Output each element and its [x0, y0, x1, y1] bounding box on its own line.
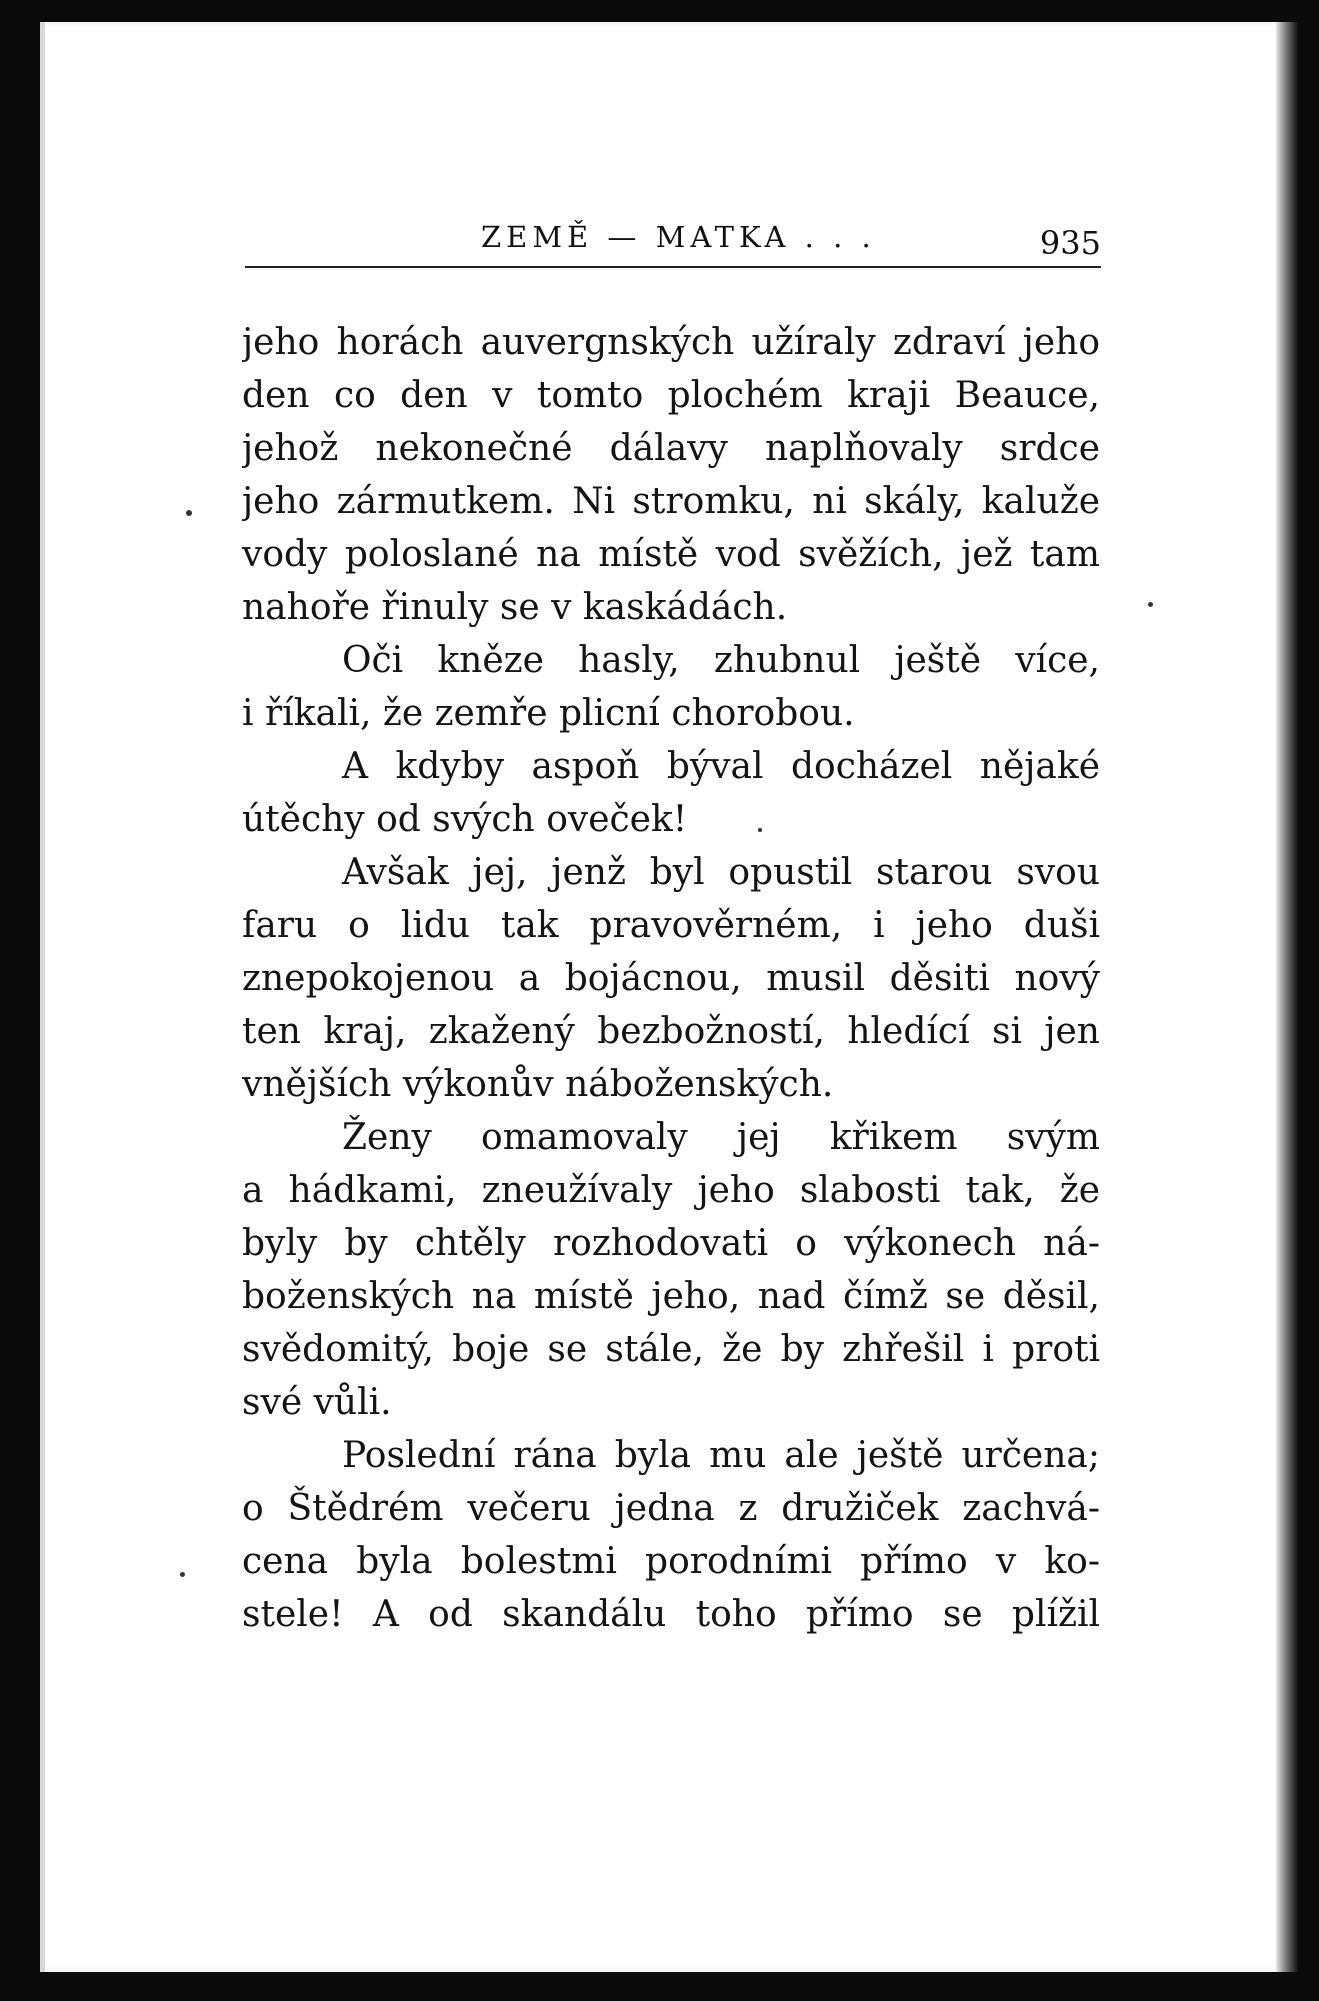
text-line: stele! A od skandálu toho přímo se plížil: [242, 1594, 1100, 1635]
running-head: [245, 218, 1101, 270]
text-line: cena byla bolestmi porodními přímo v ko-: [242, 1541, 1100, 1582]
text-line: své vůli.: [242, 1382, 392, 1423]
text-line: útěchy od svých oveček!: [242, 799, 688, 840]
running-title: ZEMĚ — MATKA . . .: [481, 220, 876, 254]
header-rule: [245, 266, 1101, 268]
text-line: svědomitý, boje se stále, že by zhřešil i proti: [242, 1329, 1100, 1370]
text-line: Oči kněze hasly, zhubnul ještě více,: [342, 640, 1100, 681]
text-line: Avšak jej, jenž byl opustil starou svou: [342, 852, 1100, 893]
text-line: nahoře řinuly se v kaskádách.: [242, 587, 788, 628]
scan-edge-right: [1276, 22, 1298, 1972]
text-line: Poslední rána byla mu ale ještě určena;: [342, 1435, 1100, 1476]
text-line: a hádkami, zneužívaly jeho slabosti tak, že: [242, 1170, 1100, 1211]
text-line: byly by chtěly rozhodovati o výkonech ná-: [242, 1223, 1100, 1264]
text-line: i říkali, že zemře plicní chorobou.: [242, 693, 855, 734]
text-line: den co den v tomto plochém kraji Beauce,: [242, 375, 1100, 416]
text-line: jeho horách auvergnských užíraly zdraví jeho: [242, 322, 1100, 363]
text-line: A kdyby aspoň býval docházel nějaké: [342, 746, 1100, 787]
scan-speck: [186, 510, 192, 516]
body-text: [242, 316, 1100, 1641]
scan-edge-left: [40, 22, 45, 1972]
text-line: boženských na místě jeho, nad čímž se děsil,: [242, 1276, 1100, 1317]
text-line: vnějších výkonův náboženských.: [242, 1064, 834, 1105]
text-line: jeho zármutkem. Ni stromku, ni skály, kaluže: [242, 481, 1100, 522]
scan-speck: [1148, 602, 1153, 607]
text-line: vody poloslané na místě vod svěžích, jež tam: [242, 534, 1100, 575]
scan-speck: [758, 828, 762, 832]
text-line: faru o lidu tak pravověrném, i jeho duši: [242, 905, 1100, 946]
text-line: jehož nekonečné dálavy naplňovaly srdce: [242, 428, 1100, 469]
scan-speck: [180, 1572, 185, 1577]
page-number: 935: [1039, 224, 1101, 262]
text-line: o Štědrém večeru jedna z družiček zachvá-: [242, 1488, 1100, 1529]
text-line: ten kraj, zkažený bezbožností, hledící si jen: [242, 1011, 1100, 1052]
text-line: znepokojenou a bojácnou, musil děsiti nový: [242, 958, 1100, 999]
text-line: Ženy omamovaly jej křikem svým: [342, 1117, 1100, 1158]
